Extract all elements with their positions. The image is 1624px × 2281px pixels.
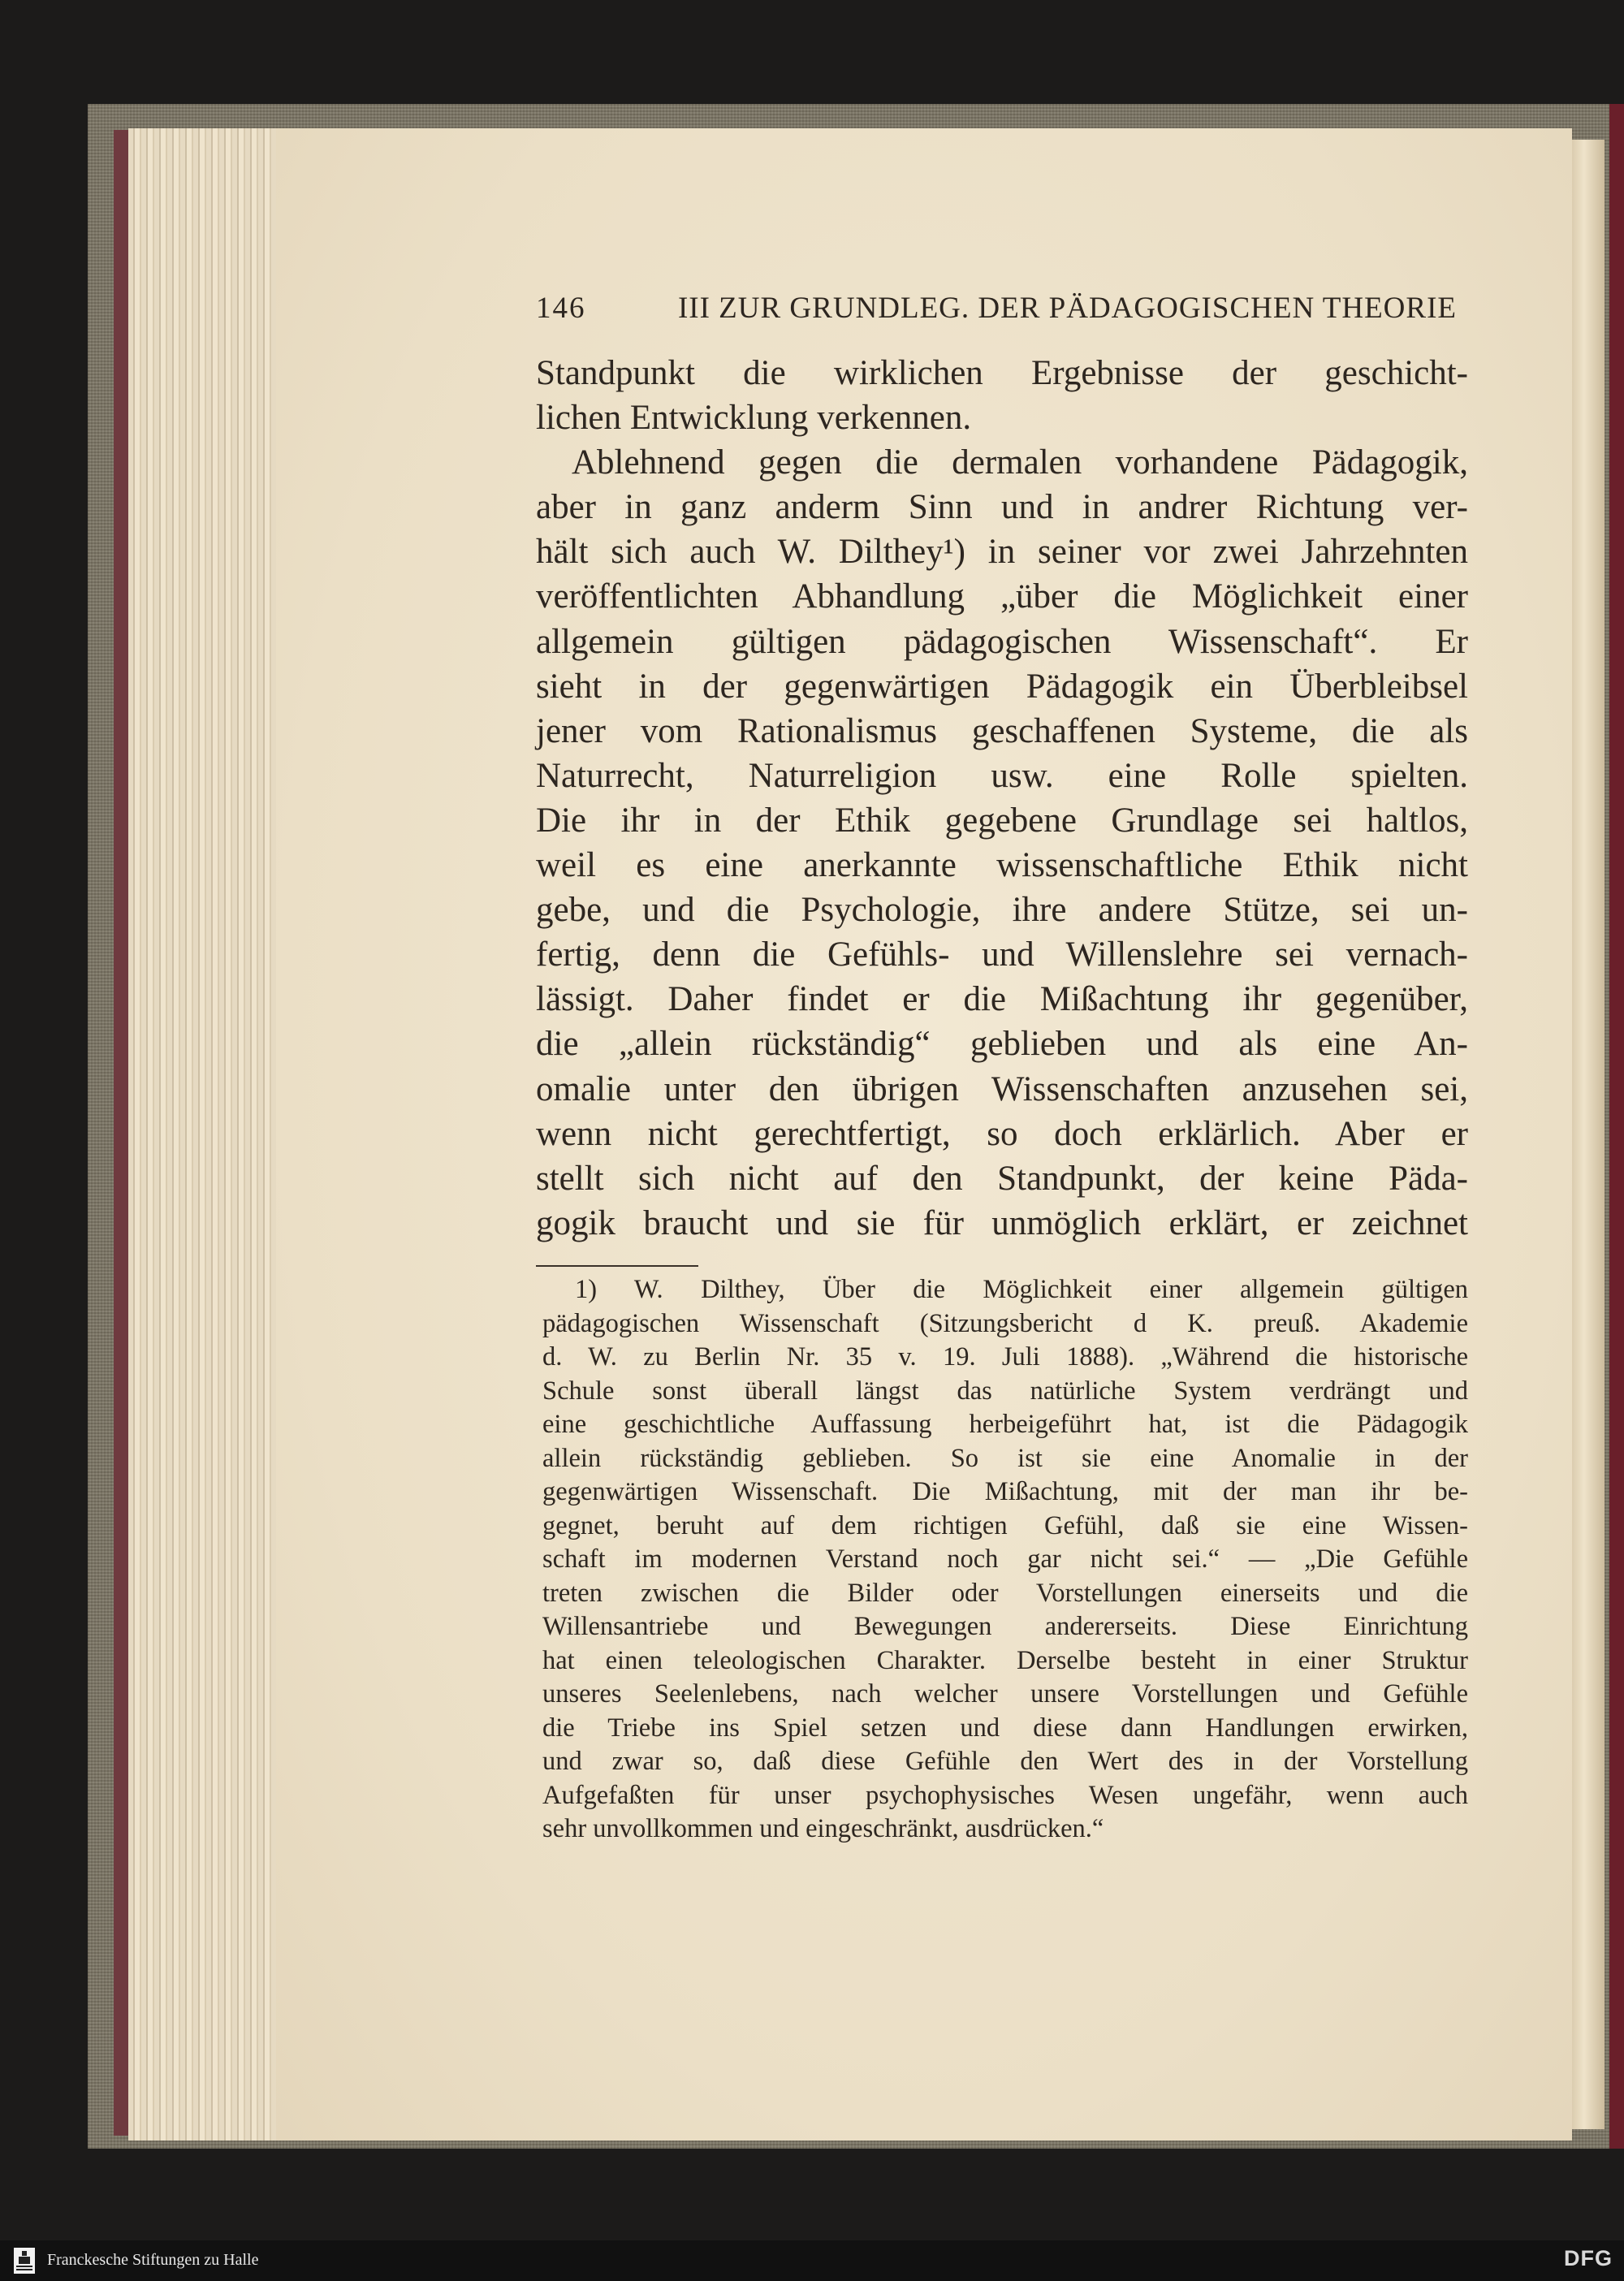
institution-credit: Franckesche Stiftungen zu Halle <box>47 2251 259 2269</box>
body-line: Standpunkt die wirklichen Ergebnisse der geschicht- <box>536 354 1468 392</box>
footnote-line: d. W. zu Berlin Nr. 35 v. 19. Juli 1888). „Während die historische <box>542 1342 1468 1372</box>
page-number: 146 <box>536 292 586 325</box>
body-line: jener vom Rationalismus geschaffenen Systeme, die als <box>536 711 1468 750</box>
footnote-line: eine geschichtliche Auffassung herbeigeführt hat, ist die Pädagogik <box>542 1410 1468 1439</box>
footnote-line: die Triebe ins Spiel setzen und diese dann Handlungen erwirken, <box>542 1713 1468 1743</box>
footnote <box>542 1273 1468 1847</box>
dfg-logo: DFG <box>1564 2246 1613 2270</box>
running-title: III ZUR GRUNDLEG. DER PÄDAGOGISCHEN THEORIE <box>677 292 1457 325</box>
endpaper-edge <box>114 130 130 2136</box>
body-line: gebe, und die Psychologie, ihre andere Stütze, sei un- <box>536 891 1468 930</box>
body-line: sieht in der gegenwärtigen Pädagogik ein Überbleibsel <box>536 667 1468 706</box>
page-stack-edges <box>128 128 279 2141</box>
body-line: lichen Entwicklung verkennen. <box>536 399 972 438</box>
body-line: omalie unter den übrigen Wissenschaften anzusehen sei, <box>536 1069 1468 1108</box>
body-line: wenn nicht gerechtfertigt, so doch erklärlich. Aber er <box>536 1114 1468 1153</box>
footnote-line: pädagogischen Wissenschaft (Sitzungsbericht d K. preuß. Akademie <box>542 1308 1468 1338</box>
body-line: weil es eine anerkannte wissenschaftliche Ethik nicht <box>536 846 1468 885</box>
page-gutter <box>1570 140 1605 2129</box>
footnote-line: hat einen teleologischen Charakter. Derselbe besteht in einer Struktur <box>542 1645 1468 1675</box>
footnote-line: treten zwischen die Bilder oder Vorstellungen einerseits und die <box>542 1578 1468 1608</box>
francke-foundation-emblem-icon <box>11 2246 37 2275</box>
body-line: allgemein gültigen pädagogischen Wissenschaft“. Er <box>536 622 1468 661</box>
body-line: hält sich auch W. Dilthey¹) in seiner vor zwei Jahrzehnten <box>536 533 1468 572</box>
cover-edge <box>1609 104 1624 2149</box>
body-line: Ablehnend gegen die dermalen vorhandene Pädagogik, <box>572 443 1468 482</box>
running-header <box>536 291 1457 326</box>
footnote-line: schaft im modernen Verstand noch gar nicht sei.“ — „Die Gefühle <box>542 1544 1468 1574</box>
footnote-line: unseres Seelenlebens, nach welcher unsere Vorstellungen und Gefühle <box>542 1679 1468 1709</box>
footnote-line: Schule sonst überall längst das natürliche System verdrängt und <box>542 1376 1468 1406</box>
body-line: Naturrecht, Naturreligion usw. eine Rolle spielten. <box>536 756 1468 795</box>
footnote-line: sehr unvollkommen und eingeschränkt, ausdrücken.“ <box>542 1814 1104 1843</box>
body-line: gogik braucht und sie für unmöglich erklärt, er zeichnet <box>536 1203 1468 1242</box>
footnote-line: allein rückständig geblieben. So ist sie eine Anomalie in der <box>542 1443 1468 1473</box>
body-line: fertig, denn die Gefühls- und Willenslehre sei vernach- <box>536 935 1468 974</box>
footnote-line: gegenwärtigen Wissenschaft. Die Mißachtung, mit der man ihr be- <box>542 1477 1468 1506</box>
footnote-line: gegnet, beruht auf dem richtigen Gefühl, daß sie eine Wissen- <box>542 1510 1468 1540</box>
footnote-rule <box>536 1265 698 1267</box>
footnote-line: und zwar so, daß diese Gefühle den Wert des in der Vorstellung <box>542 1747 1468 1776</box>
body-line: lässigt. Daher findet er die Mißachtung ihr gegenüber, <box>536 980 1468 1019</box>
body-line: aber in ganz anderm Sinn und in andrer Richtung ver- <box>536 488 1468 527</box>
footnote-line: Willensantriebe und Bewegungen andererseits. Diese Einrichtung <box>542 1612 1468 1641</box>
body-line: die „allein rückständig“ geblieben und als eine An- <box>536 1025 1468 1064</box>
body-line: stellt sich nicht auf den Standpunkt, der keine Päda- <box>536 1159 1468 1198</box>
footnote-line: Aufgefaßten für unser psychophysisches Wesen ungefähr, wenn auch <box>542 1780 1468 1810</box>
footnote-line: 1) W. Dilthey, Über die Möglichkeit einer allgemein gültigen <box>575 1275 1468 1304</box>
body-line: Die ihr in der Ethik gegebene Grundlage sei haltlos, <box>536 801 1468 840</box>
body-line: veröffentlichten Abhandlung „über die Möglichkeit einer <box>536 577 1468 616</box>
body-text <box>536 351 1468 1246</box>
